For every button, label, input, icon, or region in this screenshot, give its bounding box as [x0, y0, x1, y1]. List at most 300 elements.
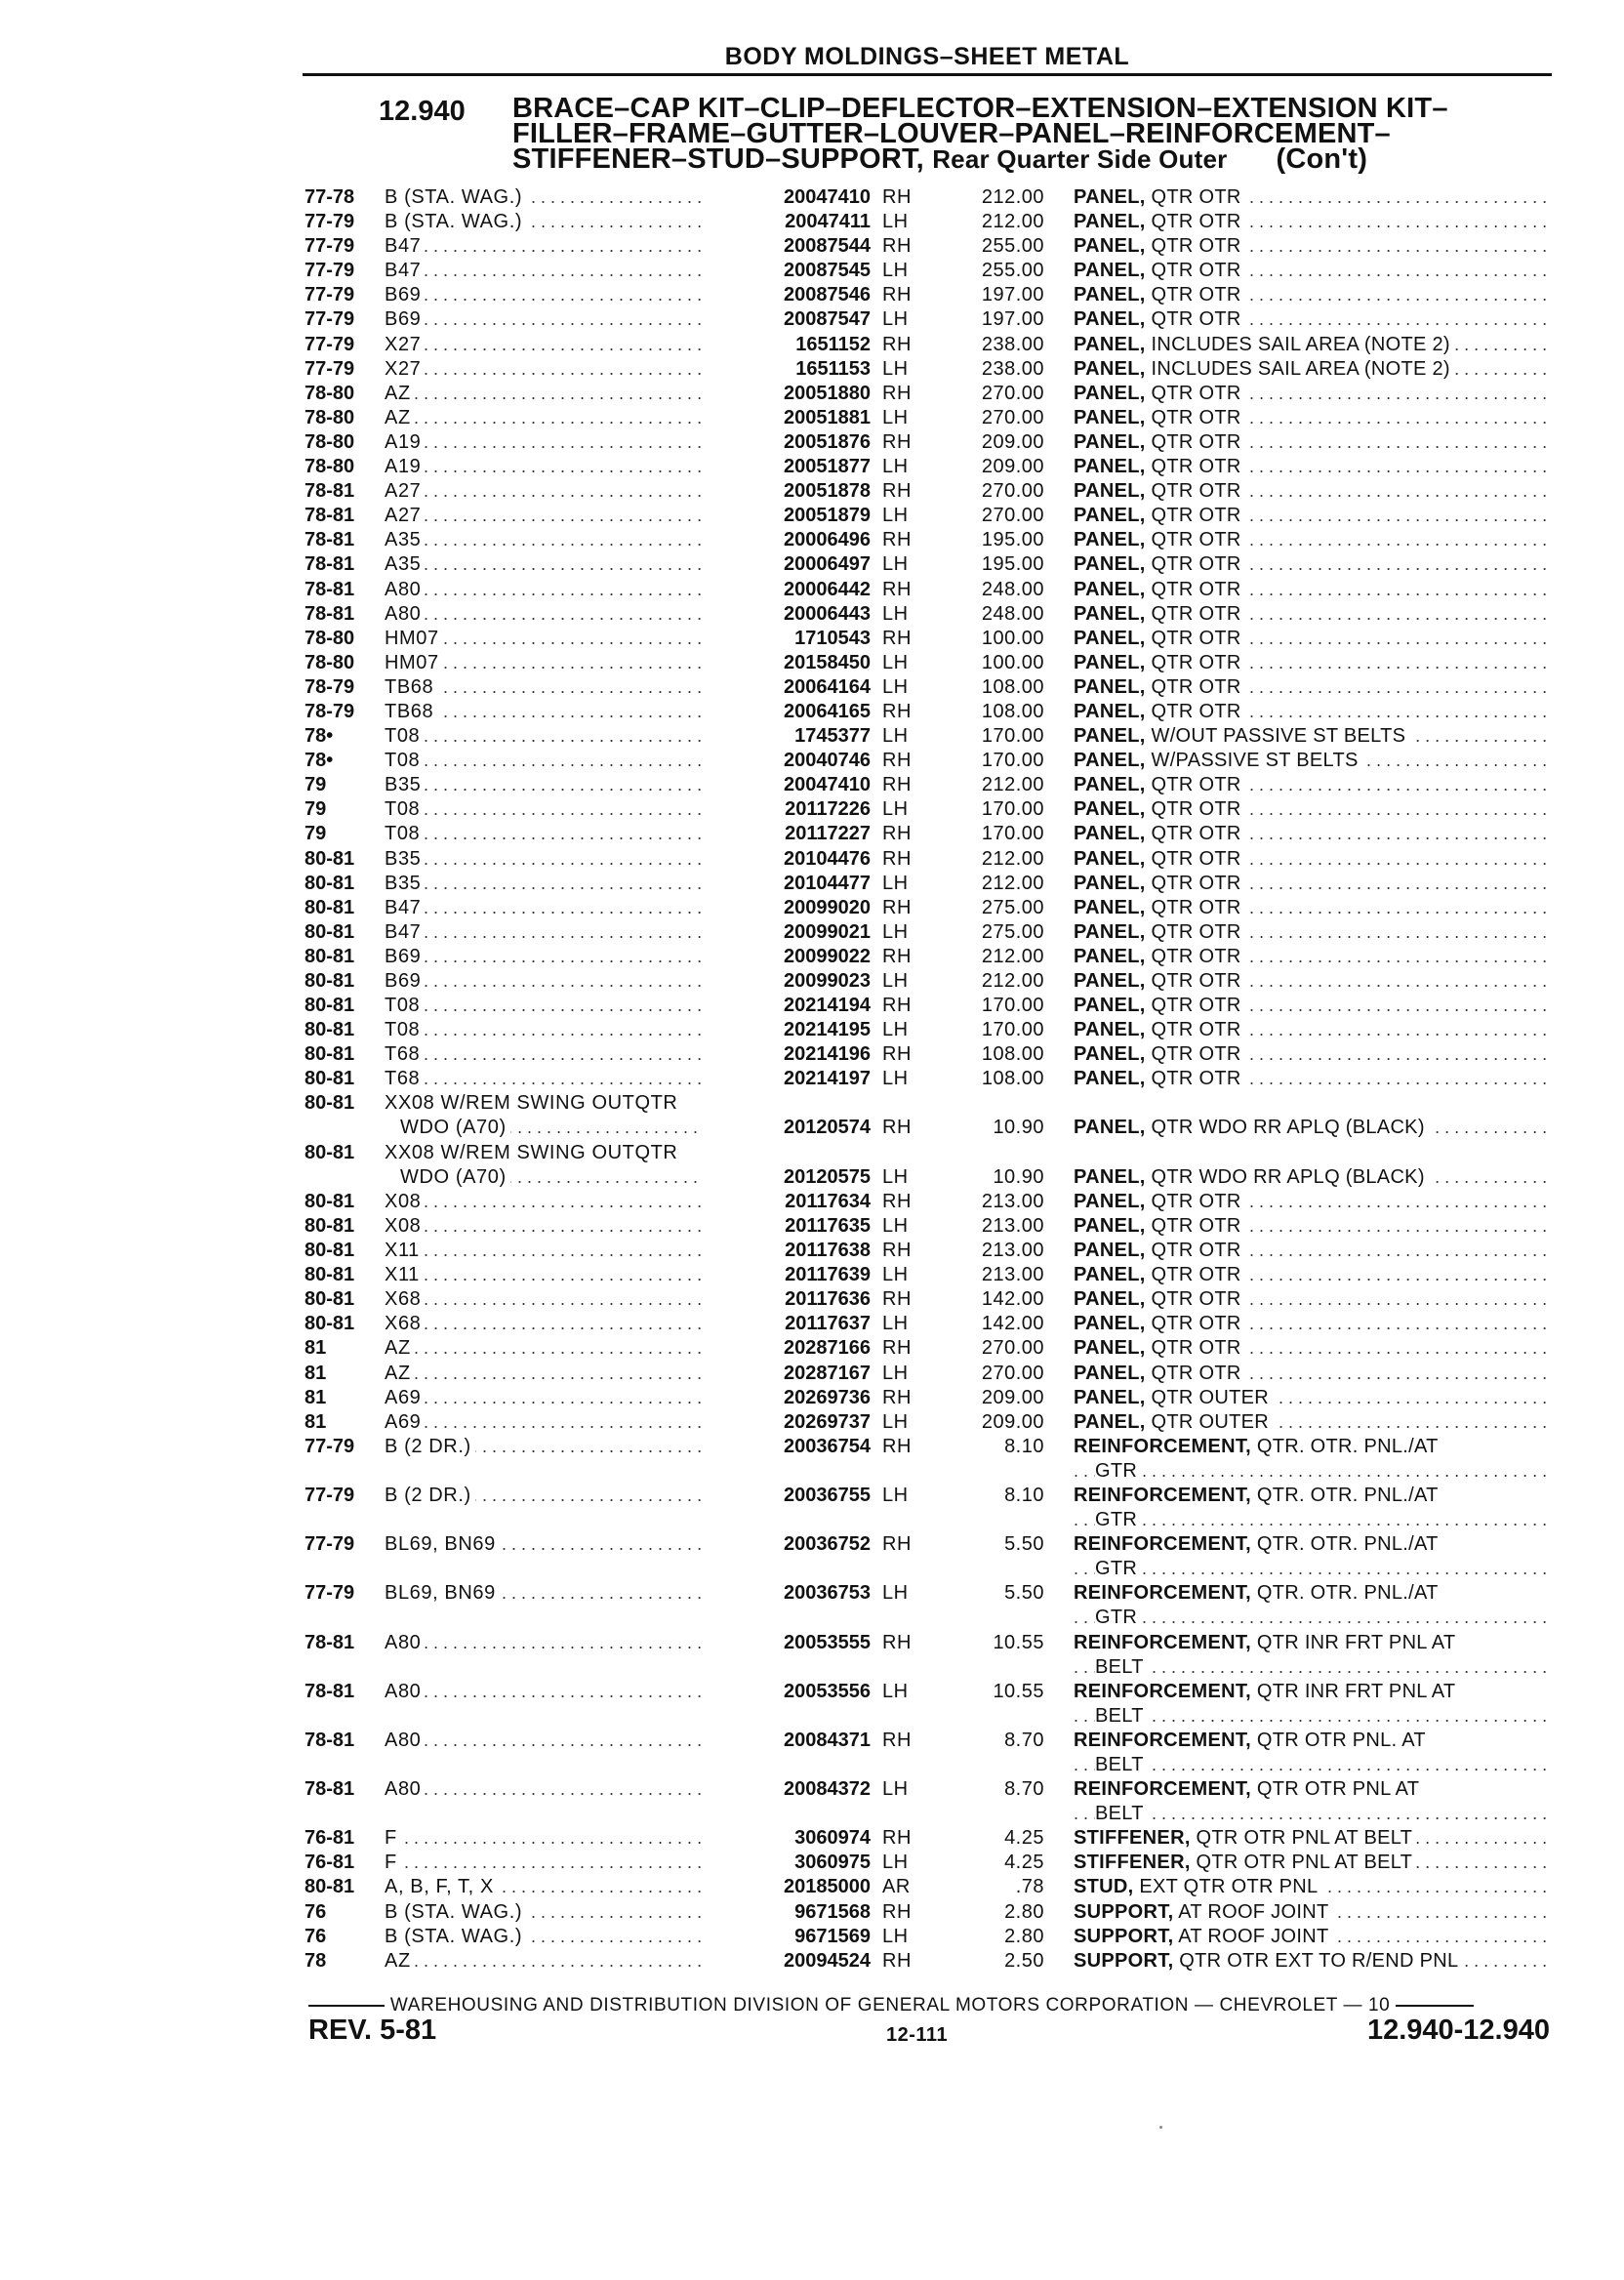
model-cell — [385, 1680, 738, 1704]
description-cell — [1074, 1435, 1550, 1484]
part-name: PANEL, — [1074, 333, 1146, 355]
year-range: 78-81 — [304, 1680, 355, 1702]
model-cell — [385, 822, 738, 846]
side-code: LH — [882, 1068, 909, 1090]
year-range: 79 — [304, 774, 327, 796]
description-cell — [1074, 1362, 1550, 1386]
model-text: X08 — [385, 1191, 425, 1212]
part-description: QTR WDO RR APLQ (BLACK) — [1151, 1165, 1425, 1188]
year-range: 80-81 — [304, 847, 355, 870]
side-code: RH — [882, 1827, 912, 1850]
description-cell — [1074, 1484, 1550, 1532]
year-range: 80-81 — [304, 945, 355, 967]
year-range: 80-81 — [304, 970, 355, 992]
side-code: LH — [882, 1778, 909, 1801]
price: 10.55 — [993, 1631, 1044, 1653]
description-cell — [1074, 1826, 1550, 1851]
description-cell — [1074, 627, 1550, 651]
price: 212.00 — [981, 186, 1044, 208]
footer-text: WAREHOUSING AND DISTRIBUTION DIVISION OF GENERAL MOTORS CORPORATION — CHEVROLET — 10 — [389, 1995, 1391, 2015]
price: 100.00 — [981, 651, 1044, 673]
side-code: LH — [882, 1264, 909, 1286]
part-number: 20214194 — [703, 994, 871, 1018]
model-cell — [385, 1263, 738, 1287]
model-text: B (STA. WAG.) — [385, 186, 526, 208]
model-text: HM07 — [385, 652, 443, 673]
part-name: PANEL, — [1074, 602, 1146, 625]
price: 213.00 — [981, 1214, 1044, 1237]
part-name: PANEL, — [1074, 1117, 1146, 1139]
part-name: PANEL, — [1074, 1043, 1146, 1066]
description-cell — [1074, 185, 1550, 210]
year-range: 78-81 — [304, 505, 355, 527]
year-range: 80-81 — [304, 1876, 355, 1898]
model-text: A80 — [385, 603, 425, 625]
table-row — [0, 528, 1624, 552]
year-range: 78-80 — [304, 456, 355, 478]
part-description: QTR OTR — [1151, 553, 1241, 576]
model-cell — [385, 382, 738, 406]
year-range: 77-79 — [304, 1435, 355, 1457]
part-description: QTR OTR — [1151, 627, 1241, 649]
price: 2.80 — [1004, 1900, 1044, 1923]
description-cell — [1074, 847, 1550, 872]
part-number: 20053555 — [703, 1631, 871, 1655]
model-text: A19 — [385, 431, 425, 453]
side-code: RH — [882, 896, 912, 918]
model-text: AZ — [385, 1363, 415, 1384]
model-text: B69 — [385, 970, 425, 992]
part-name: STUD, — [1074, 1876, 1134, 1898]
description-cell — [1074, 724, 1550, 749]
year-range: 76 — [304, 1925, 327, 1947]
model-cell — [385, 1435, 738, 1459]
description-cell — [1074, 357, 1550, 382]
year-range: 77-79 — [304, 260, 355, 282]
part-number: 20053556 — [703, 1680, 871, 1704]
model-cell — [385, 749, 738, 773]
description-cell — [1074, 1116, 1550, 1140]
model-text: F — [385, 1852, 401, 1873]
year-range: 78-81 — [304, 553, 355, 576]
table-row — [0, 1190, 1624, 1214]
part-name: REINFORCEMENT, — [1074, 1778, 1251, 1801]
part-name: SUPPORT, — [1074, 1900, 1174, 1923]
price: 5.50 — [1004, 1533, 1044, 1556]
table-row — [0, 1680, 1624, 1729]
year-range: 80-81 — [304, 896, 355, 918]
model-cell — [385, 1826, 738, 1851]
price: 212.00 — [981, 774, 1044, 796]
description-cell — [1074, 1018, 1550, 1042]
description-cell — [1074, 283, 1550, 307]
year-range: 77-79 — [304, 308, 355, 331]
table-row — [0, 234, 1624, 259]
description-cell — [1074, 504, 1550, 528]
description-cell — [1074, 1777, 1550, 1826]
year-range: 81 — [304, 1386, 327, 1408]
header-rule — [303, 73, 1552, 76]
table-row — [0, 602, 1624, 627]
model-text: AZ — [385, 383, 415, 404]
year-range: 77-79 — [304, 357, 355, 380]
part-name: REINFORCEMENT, — [1074, 1729, 1251, 1751]
model-text: X08 — [385, 1215, 425, 1237]
section-subtitle: Rear Quarter Side Outer — [932, 144, 1228, 174]
part-name: PANEL, — [1074, 970, 1146, 992]
table-row — [0, 1925, 1624, 1949]
model-text: X68 — [385, 1313, 425, 1334]
part-description: QTR OTR — [1151, 798, 1241, 821]
part-description: QTR OUTER — [1151, 1386, 1269, 1408]
price: 8.70 — [1004, 1778, 1044, 1801]
side-code: LH — [882, 357, 909, 380]
part-number: 20117637 — [703, 1312, 871, 1336]
side-code: RH — [882, 847, 912, 870]
price: 108.00 — [981, 1068, 1044, 1090]
description-cell — [1074, 749, 1550, 773]
model-cell — [385, 1362, 738, 1386]
side-code: RH — [882, 284, 912, 306]
description-cell — [1074, 1949, 1550, 1974]
part-number: 20084371 — [703, 1729, 871, 1753]
footer-line — [308, 1995, 1550, 2016]
part-number: 20287167 — [703, 1362, 871, 1386]
part-name: SUPPORT, — [1074, 1925, 1174, 1947]
model-cell — [385, 945, 738, 969]
part-name: REINFORCEMENT, — [1074, 1533, 1251, 1556]
price: 213.00 — [981, 1264, 1044, 1286]
part-description: W/OUT PASSIVE ST BELTS — [1151, 725, 1406, 748]
model-cell — [385, 479, 738, 504]
part-description: QTR OTR — [1151, 260, 1241, 282]
year-range: 80-81 — [304, 1043, 355, 1066]
part-name: PANEL, — [1074, 211, 1146, 233]
year-range: 78-80 — [304, 406, 355, 428]
part-description-line-2: GTR — [1095, 1509, 1141, 1530]
price: 270.00 — [981, 382, 1044, 404]
table-row — [0, 1851, 1624, 1875]
year-range: 80-81 — [304, 1019, 355, 1041]
table-row — [0, 1141, 1624, 1190]
part-name: PANEL, — [1074, 1288, 1146, 1311]
model-cell — [385, 455, 738, 479]
year-range: 78-79 — [304, 675, 355, 698]
year-range: 77-79 — [304, 333, 355, 355]
continued-label: (Con't) — [1276, 143, 1368, 175]
description-cell — [1074, 1729, 1550, 1777]
part-name: PANEL, — [1074, 578, 1146, 600]
section-reference: 12.940-12.940 — [1366, 2015, 1550, 2046]
part-description: QTR OTR — [1151, 406, 1241, 428]
year-range: 81 — [304, 1410, 327, 1433]
model-text: A80 — [385, 1778, 425, 1800]
part-number: 9671569 — [703, 1925, 871, 1949]
side-code: RH — [882, 480, 912, 503]
side-code: LH — [882, 602, 909, 625]
part-number: 20064164 — [703, 675, 871, 700]
description-cell — [1074, 382, 1550, 406]
part-number: 20094524 — [703, 1949, 871, 1974]
description-cell — [1074, 1042, 1550, 1067]
side-code: RH — [882, 1288, 912, 1311]
part-name: PANEL, — [1074, 774, 1146, 796]
description-cell — [1074, 1532, 1550, 1581]
table-row — [0, 1875, 1624, 1899]
model-text: F — [385, 1827, 401, 1849]
table-row — [0, 1581, 1624, 1630]
part-description-line-2: BELT — [1095, 1754, 1148, 1775]
part-number: 20117227 — [703, 822, 871, 846]
price: 212.00 — [981, 847, 1044, 870]
price: 212.00 — [981, 872, 1044, 894]
table-row — [0, 847, 1624, 872]
year-range: 80-81 — [304, 1240, 355, 1262]
model-cell — [385, 969, 738, 994]
part-description: AT ROOF JOINT — [1178, 1925, 1329, 1947]
description-cell — [1074, 945, 1550, 969]
part-description: QTR OTR — [1151, 872, 1241, 894]
part-description: QTR OTR — [1151, 430, 1241, 453]
price: 209.00 — [981, 430, 1044, 453]
part-number: 20051881 — [703, 406, 871, 430]
year-range: 78-80 — [304, 430, 355, 453]
price: 212.00 — [981, 945, 1044, 967]
price: 255.00 — [981, 260, 1044, 282]
part-number: 20117638 — [703, 1239, 871, 1263]
part-description: QTR OTR — [1151, 1313, 1241, 1335]
model-text: T68 — [385, 1043, 424, 1065]
model-cell — [385, 1631, 738, 1655]
year-range: 78• — [304, 750, 334, 772]
model-cell — [385, 504, 738, 528]
part-name: PANEL, — [1074, 700, 1146, 722]
price: 170.00 — [981, 995, 1044, 1017]
price: 108.00 — [981, 700, 1044, 722]
model-cell — [385, 1067, 738, 1091]
side-code: RH — [882, 1900, 912, 1923]
price: 10.55 — [993, 1680, 1044, 1702]
model-text-line-2: WDO (A70) . . . — [385, 1116, 738, 1140]
section-number: 12.940 — [379, 96, 466, 127]
part-description: QTR WDO RR APLQ (BLACK) — [1151, 1117, 1425, 1139]
model-cell — [385, 528, 738, 552]
side-code: RH — [882, 333, 912, 355]
model-text: A69 — [385, 1387, 425, 1408]
part-number: 20117226 — [703, 797, 871, 822]
side-code: RH — [882, 627, 912, 649]
table-row — [0, 700, 1624, 724]
model-cell — [385, 430, 738, 455]
model-cell — [385, 1925, 738, 1949]
side-code: LH — [882, 798, 909, 821]
part-number: 9671568 — [703, 1900, 871, 1925]
revision-label: REV. 5-81 — [308, 2015, 437, 2046]
year-range: 77-79 — [304, 1582, 355, 1605]
model-text: A, B, F, T, X — [385, 1876, 498, 1897]
model-cell — [385, 675, 738, 700]
year-range: 81 — [304, 1362, 327, 1384]
part-description: QTR OTR — [1151, 700, 1241, 722]
part-number: 20087545 — [703, 259, 871, 283]
side-code: LH — [882, 970, 909, 992]
description-cell — [1074, 872, 1550, 896]
year-range: 76-81 — [304, 1827, 355, 1850]
description-cell — [1074, 797, 1550, 822]
page-header-title: BODY MOLDINGS–SHEET METAL — [724, 43, 1130, 70]
model-text: B69 — [385, 284, 425, 305]
part-name: PANEL, — [1074, 235, 1146, 258]
table-row — [0, 1091, 1624, 1140]
part-number: 20084372 — [703, 1777, 871, 1802]
model-cell — [385, 1386, 738, 1410]
price: .78 — [1015, 1876, 1044, 1898]
part-name: PANEL, — [1074, 920, 1146, 943]
table-row — [0, 945, 1624, 969]
description-cell — [1074, 1386, 1550, 1410]
year-range: 77-79 — [304, 235, 355, 258]
part-description: QTR OTR — [1151, 1068, 1241, 1090]
part-description: QTR OTR — [1151, 235, 1241, 258]
part-description: W/PASSIVE ST BELTS — [1151, 750, 1359, 772]
part-description: QTR OTR — [1151, 920, 1241, 943]
model-text: X27 — [385, 334, 425, 355]
table-row — [0, 920, 1624, 945]
part-name: PANEL, — [1074, 1264, 1146, 1286]
model-text: TB68 — [385, 676, 437, 698]
model-text: T68 — [385, 1068, 424, 1089]
price: 142.00 — [981, 1313, 1044, 1335]
year-range: 80-81 — [304, 1313, 355, 1335]
part-number: 20047410 — [703, 773, 871, 797]
description-cell — [1074, 552, 1550, 577]
table-row — [0, 1287, 1624, 1312]
table-row — [0, 307, 1624, 332]
part-number: 20117639 — [703, 1263, 871, 1287]
part-number: 20006497 — [703, 552, 871, 577]
part-number: 20036752 — [703, 1532, 871, 1557]
price: 170.00 — [981, 725, 1044, 748]
model-text: TB68 — [385, 701, 437, 722]
price: 238.00 — [981, 333, 1044, 355]
part-name: PANEL, — [1074, 847, 1146, 870]
part-number: 20117635 — [703, 1214, 871, 1239]
part-name: STIFFENER, — [1074, 1852, 1191, 1874]
year-range: 78-81 — [304, 529, 355, 551]
model-cell — [385, 847, 738, 872]
part-description: QTR OTR PNL AT — [1256, 1778, 1420, 1801]
table-row — [0, 1362, 1624, 1386]
description-cell — [1074, 430, 1550, 455]
part-name: PANEL, — [1074, 872, 1146, 894]
price: 213.00 — [981, 1240, 1044, 1262]
part-description: AT ROOF JOINT — [1178, 1900, 1329, 1923]
description-cell — [1074, 1680, 1550, 1729]
part-number: 20185000 — [703, 1875, 871, 1899]
model-cell — [385, 1900, 738, 1925]
price: 197.00 — [981, 308, 1044, 331]
part-description: QTR. OTR. PNL./AT — [1256, 1484, 1439, 1506]
part-number: 20269737 — [703, 1410, 871, 1435]
part-number: 20006496 — [703, 528, 871, 552]
side-code: LH — [882, 872, 909, 894]
description-cell — [1074, 1336, 1550, 1361]
side-code: LH — [882, 1484, 909, 1506]
model-text: X68 — [385, 1288, 425, 1310]
description-cell — [1074, 700, 1550, 724]
description-cell — [1074, 920, 1550, 945]
part-number: 20099023 — [703, 969, 871, 994]
part-number: 20117634 — [703, 1190, 871, 1214]
table-row — [0, 1435, 1624, 1484]
model-text: B (STA. WAG.) — [385, 1901, 526, 1923]
description-cell — [1074, 1631, 1550, 1680]
footer-rule-right — [1396, 2005, 1474, 2007]
description-cell — [1074, 1875, 1550, 1899]
side-code: RH — [882, 1117, 912, 1139]
part-name: PANEL, — [1074, 823, 1146, 845]
price: 270.00 — [981, 505, 1044, 527]
part-number: 20117636 — [703, 1287, 871, 1312]
table-row — [0, 1826, 1624, 1851]
scan-speck — [1159, 2126, 1162, 2129]
part-description: EXT QTR OTR PNL — [1139, 1876, 1319, 1898]
parts-table — [0, 185, 1624, 1974]
side-code: RH — [882, 430, 912, 453]
part-name: PANEL, — [1074, 430, 1146, 453]
price: 270.00 — [981, 406, 1044, 428]
part-number: 1651152 — [703, 333, 871, 357]
model-text: BL69, BN69 — [385, 1533, 500, 1555]
part-description: INCLUDES SAIL AREA (NOTE 2) — [1151, 333, 1450, 355]
side-code: RH — [882, 235, 912, 258]
side-code: LH — [882, 1852, 909, 1874]
model-cell — [385, 307, 738, 332]
model-cell — [385, 210, 738, 234]
side-code: RH — [882, 1386, 912, 1408]
part-number: 20214196 — [703, 1042, 871, 1067]
part-name: PANEL, — [1074, 456, 1146, 478]
model-text: A35 — [385, 529, 425, 550]
model-cell — [385, 1141, 738, 1190]
table-row — [0, 185, 1624, 210]
table-row — [0, 773, 1624, 797]
part-description: QTR OTR — [1151, 945, 1241, 967]
section-title — [512, 93, 1527, 175]
part-number: 20099020 — [703, 896, 871, 920]
part-number: 20099021 — [703, 920, 871, 945]
side-code: RH — [882, 1533, 912, 1556]
side-code: RH — [882, 945, 912, 967]
side-code: LH — [882, 1582, 909, 1605]
part-description: QTR. OTR. PNL./AT — [1256, 1533, 1439, 1556]
price: 8.10 — [1004, 1435, 1044, 1457]
side-code: LH — [882, 308, 909, 331]
model-text: XX08 W/REM SWING OUTQTR — [385, 1141, 678, 1163]
price: 2.50 — [1004, 1949, 1044, 1972]
model-cell — [385, 1949, 738, 1974]
description-cell — [1074, 1900, 1550, 1925]
table-row — [0, 1386, 1624, 1410]
year-range: 78• — [304, 725, 334, 748]
part-number: 1745377 — [703, 724, 871, 749]
year-range: 78-79 — [304, 700, 355, 722]
part-name: PANEL, — [1074, 260, 1146, 282]
model-cell — [385, 1777, 738, 1802]
year-range: 78-81 — [304, 1778, 355, 1801]
year-range: 78-80 — [304, 651, 355, 673]
side-code: RH — [882, 995, 912, 1017]
